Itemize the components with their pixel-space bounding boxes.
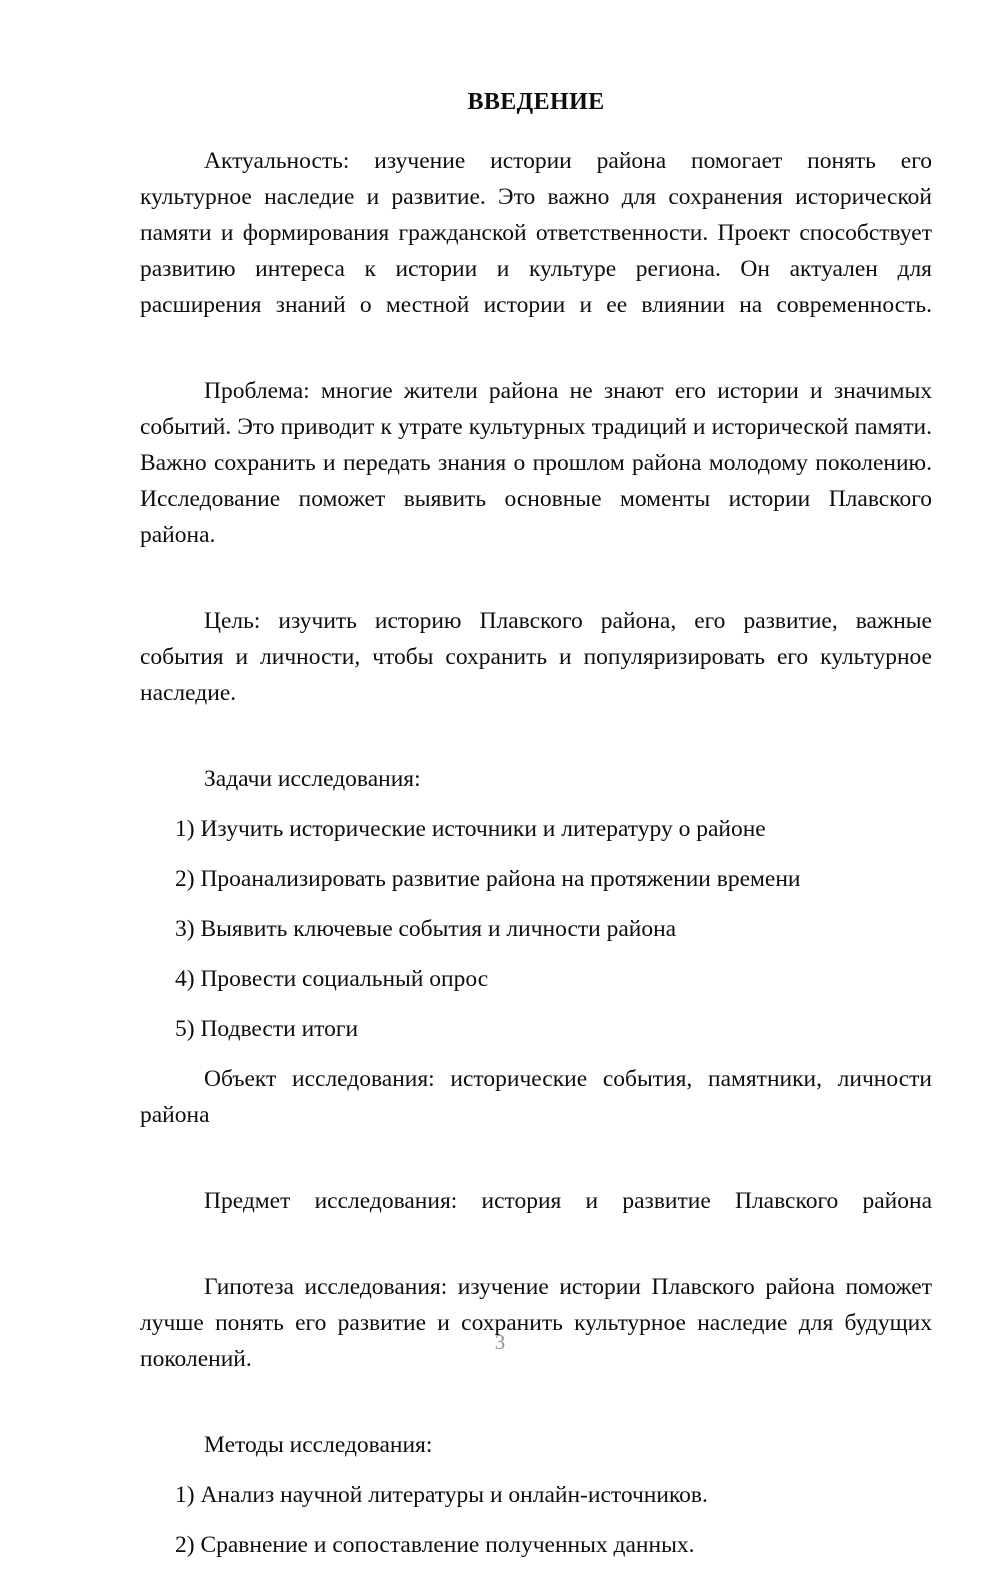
- list-item: 2) Сравнение и сопоставление полученных данных.: [175, 1531, 695, 1558]
- paragraph-hypothesis: Гипотеза исследования: изучение истории Плавского района поможет лучше понять его развитие и сохранить культурное наследие для будущих поколений.: [140, 1273, 932, 1372]
- paragraph-goal: Цель: изучить историю Плавского района, его развитие, важные события и личности, чтобы сохранить и популяризировать его культурное наследие.: [140, 607, 932, 706]
- list-item: 1) Анализ научной литературы и онлайн-источников.: [175, 1481, 708, 1508]
- list-item: 5) Подвести итоги: [175, 1015, 359, 1042]
- paragraph-object: Объект исследования: исторические события, памятники, личности района: [140, 1065, 932, 1128]
- tasks-list: [140, 811, 932, 1047]
- list-item: 4) Провести социальный опрос: [175, 965, 489, 992]
- list-item: 1) Изучить исторические источники и литературу о районе: [175, 815, 766, 842]
- page-title: ВВЕДЕНИЕ: [467, 89, 605, 115]
- page-number: 3: [494, 1330, 506, 1354]
- list-item: 2) Проанализировать развитие района на протяжении времени: [175, 865, 801, 892]
- paragraph-relevance: Актуальность: изучение истории района помогает понять его культурное наследие и развитие. Это важно для сохранения исторической памяти и формирования гражданской ответственности. Проект способствует развитию интереса к истории и культуре региона. Он актуален для расширения знаний о местной истории и ее влиянии на современность.: [140, 147, 932, 318]
- methods-heading: Методы исследования:: [204, 1431, 433, 1458]
- tasks-heading: Задачи исследования:: [204, 765, 421, 792]
- paragraph-problem: Проблема: многие жители района не знают его истории и значимых событий. Это приводит к утрате культурных традиций и исторической памяти. Важно сохранить и передать знания о прошлом района молодому поколению. Исследование поможет выявить основные моменты истории Плавского района.: [140, 377, 932, 548]
- list-item: 3) Выявить ключевые события и личности района: [175, 915, 677, 942]
- paragraph-subject: Предмет исследования: история и развитие Плавского района: [204, 1187, 932, 1214]
- methods-list: [140, 1477, 932, 1563]
